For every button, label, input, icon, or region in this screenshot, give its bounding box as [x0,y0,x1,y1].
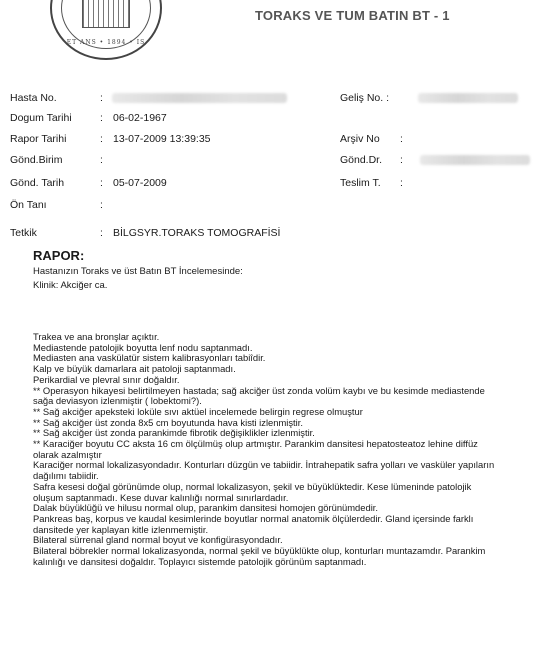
report-line: Pankreas baş, korpus ve kaudal kesimlerinde boyutlar normal anatomik ölçülerdedir. Gland içersinde farklı [33,512,474,524]
report-line: dansitede yer kaplayan kitle izlenmemiştir. [33,523,209,535]
report-findings [33,332,538,567]
report-line: kalınlığı ve dansitesi doğaldır. Toplayıcı sistemde patolojik görünüm saptanmadı. [33,555,367,567]
arsiv-no-colon: : [400,133,403,145]
report-heading: RAPOR: [33,248,85,263]
hospital-seal [50,0,162,60]
report-line: ** Sağ akciğer apeksteki loküle sıvı aktüel incelemede belirgin regrese olmuştur [33,405,363,417]
report-line: ** Operasyon hikayesi belirtilmeyen hastada; sağ akciğer üst zonda volüm kaybı ve bu kesimde mediastende [33,384,485,396]
gond-dr-label: Gönd.Dr. [340,154,383,166]
seal-text: ET ANS • 1894 • IS [66,39,146,46]
rapor-tarihi-colon: : [100,133,103,145]
teslim-t-colon: : [400,177,403,189]
teslim-t-label: Teslim T. [340,177,381,189]
redacted-gelis-no [418,93,518,103]
on-tani-colon: : [100,199,103,211]
report-line: ** Sağ akciğer üst zonda 8x5 cm boyutunda hava kisti izlenmiştir. [33,416,303,428]
gond-tarih-value: 05-07-2009 [113,177,167,189]
rapor-tarihi-label: Rapor Tarihi [10,133,67,145]
report-line: Mediastende patolojik boyutta lenf nodu saptanmadı. [33,341,253,353]
report-title: TORAKS VE TUM BATIN BT - 1 [255,8,450,23]
dogum-tarihi-value: 06-02-1967 [113,112,167,124]
report-line: ** Karaciğer boyutu CC aksta 16 cm ölçülmüş olup artmıştır. Parankim dansitesi hepatosteatoz lehine diffüz [33,438,478,450]
gond-dr-colon: : [400,154,403,166]
report-line: oluşum saptanmadı. Kese duvar kalınlığı normal sınırlardadır. [33,491,289,503]
dogum-tarihi-label: Dogum Tarihi [10,112,72,124]
tetkik-value: BİLGSYR.TORAKS TOMOGRAFİSİ [113,227,281,239]
hasta-no-colon: : [100,92,103,104]
gond-birim-label: Gönd.Birim [10,154,63,166]
gelis-no-label: Geliş No. : [340,92,390,104]
report-line: Perikardial ve plevral sınır doğaldır. [33,373,180,385]
on-tani-label: Ön Tanı [10,199,47,211]
arsiv-no-label: Arşiv No [340,133,380,145]
report-line: olarak azalmıştır [33,448,102,460]
redacted-doctor-name [420,155,530,165]
gond-tarih-colon: : [100,177,103,189]
gond-birim-colon: : [100,154,103,166]
report-klinik: Klinik: Akciğer ca. [33,280,108,291]
report-line: dağılımı tabiidir. [33,470,99,482]
redacted-patient-name [112,93,287,103]
dogum-tarihi-colon: : [100,112,103,124]
rapor-tarihi-value: 13-07-2009 13:39:35 [113,133,211,145]
report-intro: Hastanızın Toraks ve üst Batın BT İncelemesinde: [33,266,243,277]
report-line: Trakea ve ana bronşlar açıktır. [33,331,160,342]
report-line: Dalak büyüklüğü ve hilusu normal olup, parankim dansitesi homojen görünümdedir. [33,502,378,514]
report-line: sağa deviasyon izlenmiştir ( lobektomi?). [33,395,202,407]
tetkik-label: Tetkik [10,227,37,239]
seal-emblem-icon [82,0,130,28]
report-line: Bilateral sürrenal gland normal boyut ve konfigürasyondadır. [33,534,283,546]
tetkik-colon: : [100,227,103,239]
report-line: Bilateral böbrekler normal lokalizasyonda, normal şekil ve büyüklükte olup, konturları muntazamdır. Parankim [33,545,486,557]
report-line: ** Sağ akciğer üst zonda parankimde fibrotik değişiklikler izlenmiştir. [33,427,315,439]
report-line: Kalp ve büyük damarlara ait patoloji saptanmadı. [33,363,236,375]
gond-tarih-label: Gönd. Tarih [10,177,65,189]
report-line: Safra kesesi doğal görünümde olup, normal lokalizasyon, şekil ve büyüklüktedir. Kese lümeninde patolojik [33,480,472,492]
hasta-no-label: Hasta No. [10,92,57,104]
report-line: Mediasten ana vaskülatür sistem kalibrasyonları tabiîdir. [33,352,266,364]
report-line: Karaciğer normal lokalizasyondadır. Konturları düzgün ve tabiidir. İntrahepatik safra yolları ve vasküler yapıların [33,459,495,471]
